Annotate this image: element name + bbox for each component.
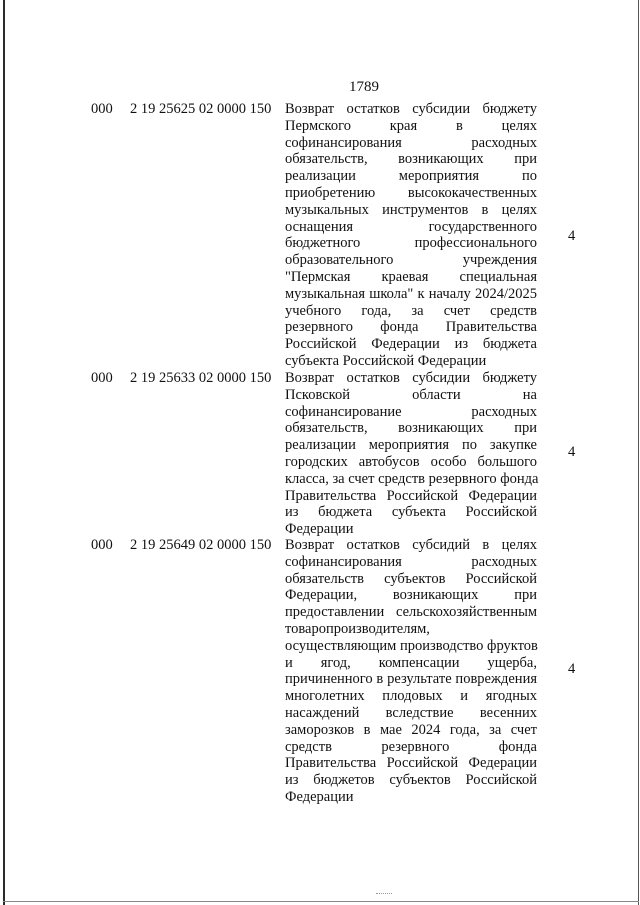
description-line: софинансирования расходных — [285, 134, 537, 151]
description-line: городских автобусов особо большого — [285, 453, 537, 470]
description-line: причиненного в результате повреждения — [285, 671, 537, 688]
description-line: класса, за счет средств резервного фонда — [285, 470, 539, 487]
description-line: образовательного учреждения — [285, 252, 537, 269]
description-line: музыкальная школа" к началу 2024/2025 — [285, 285, 537, 302]
scan-artifact — [376, 893, 392, 896]
description-line: обязательств субъектов Российской — [285, 570, 537, 587]
description-line: насаждений вследствие весенних — [285, 704, 537, 721]
description-line: софинансирования расходных — [285, 553, 537, 570]
description-line: Возврат остатков субсидий в целях — [285, 537, 537, 553]
description-line: товаропроизводителям, — [285, 620, 430, 637]
description-line: учебного года, за счет средств — [285, 302, 537, 319]
budget-classification-code: 2 19 25625 02 0000 150 — [130, 101, 272, 117]
description-line: заморозков в мае 2024 года, за счет — [285, 721, 537, 738]
admin-code: 000 — [91, 537, 113, 553]
description-line: приобретению высококачественных — [285, 184, 537, 201]
description-line: Правительства Российской Федерации — [285, 755, 537, 772]
entry-amount: 4 — [568, 661, 576, 677]
admin-code: 000 — [91, 101, 113, 117]
description-line: реализации мероприятия по закупке — [285, 437, 537, 454]
description-line: Возврат остатков субсидии бюджету — [285, 101, 537, 117]
description-line: субъекта Российской Федерации — [285, 352, 487, 369]
description-line: обязательств, возникающих при — [285, 420, 537, 437]
budget-classification-code: 2 19 25633 02 0000 150 — [130, 370, 272, 386]
description-line: из бюджета субъекта Российской — [285, 504, 537, 521]
description-line: "Пермская краевая специальная — [285, 268, 537, 285]
description-line: из бюджетов субъектов Российской — [285, 772, 537, 789]
description-line: Псковской области на — [285, 386, 537, 403]
scan-edge-bottom — [3, 901, 639, 902]
entry-description — [285, 101, 537, 370]
scan-edge-left — [3, 0, 5, 905]
description-line: Федерации, возникающих при — [285, 587, 537, 604]
description-line: Российской Федерации из бюджета — [285, 336, 537, 353]
entry-description — [285, 537, 537, 806]
description-line: Федерации — [285, 521, 354, 538]
description-line: средств резервного фонда — [285, 738, 537, 755]
description-line: обязательств, возникающих при — [285, 151, 537, 168]
scan-edge-right — [638, 0, 639, 905]
description-line: оснащения государственного — [285, 218, 537, 235]
description-line: резервного фонда Правительства — [285, 319, 537, 336]
budget-classification-code: 2 19 25649 02 0000 150 — [130, 537, 272, 553]
page-number: 1789 — [349, 79, 379, 95]
description-line: Федерации — [285, 788, 354, 805]
admin-code: 000 — [91, 370, 113, 386]
description-line: софинансирование расходных — [285, 403, 537, 420]
description-line: осуществляющим производство фруктов — [285, 637, 538, 654]
description-line: предоставлении сельскохозяйственным — [285, 604, 537, 621]
description-line: музыкальных инструментов в целях — [285, 201, 537, 218]
description-line: реализации мероприятия по — [285, 168, 537, 185]
description-line: Возврат остатков субсидии бюджету — [285, 370, 537, 386]
description-line: и ягод, компенсации ущерба, — [285, 654, 537, 671]
description-line: Правительства Российской Федерации — [285, 487, 537, 504]
entry-amount: 4 — [568, 444, 576, 460]
entry-amount: 4 — [568, 228, 576, 244]
entry-description — [285, 370, 537, 538]
description-line: Пермского края в целях — [285, 117, 537, 134]
description-line: многолетних плодовых и ягодных — [285, 688, 537, 705]
description-line: бюджетного профессионального — [285, 235, 537, 252]
